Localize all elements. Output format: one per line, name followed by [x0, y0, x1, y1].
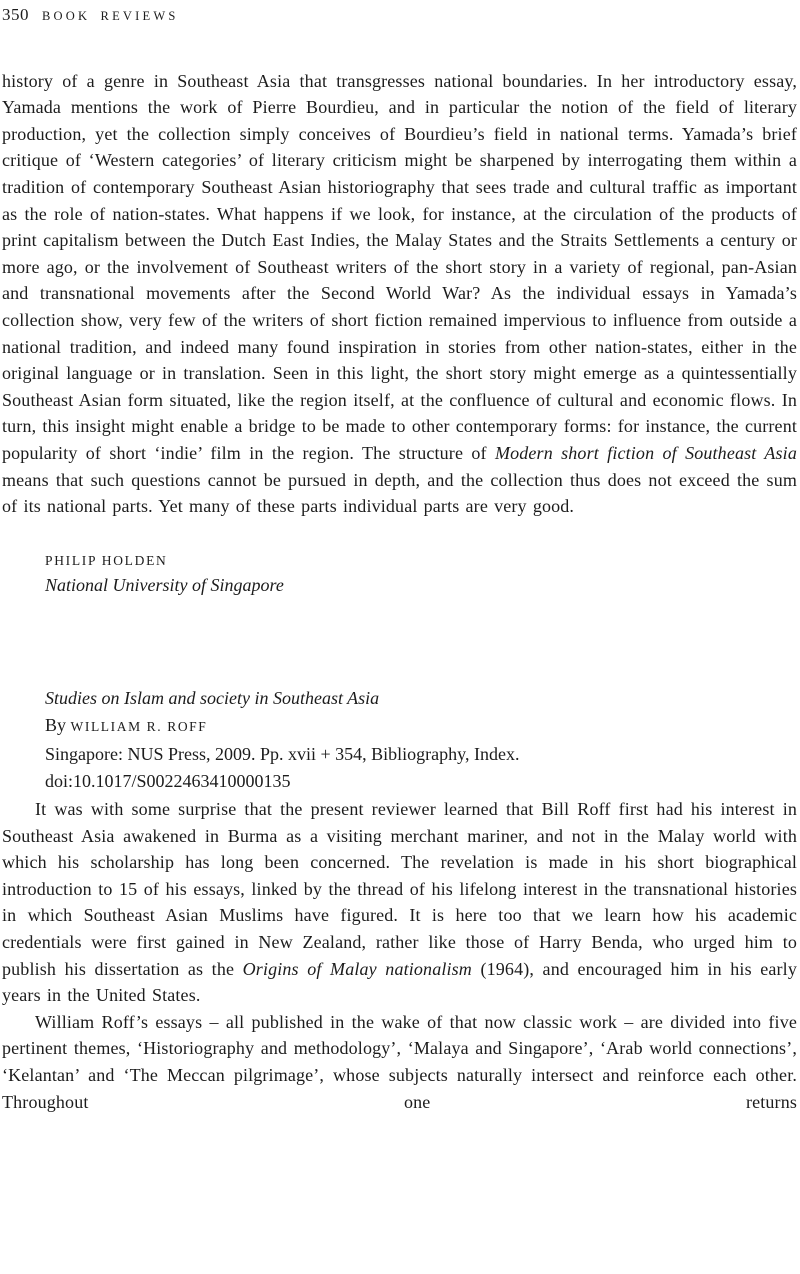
book-title-inline-italic: Origins of Malay nationalism [242, 958, 472, 979]
body-text-run: William Roff’s essays – all published in the wake of that now classic work – are divided into five pertinent themes, ‘Historiography and methodology’, ‘Malaya and Singapore’, ‘Arab world connections’, ‘Kelantan’ and ‘The Meccan pilgrimage’, whose subjects naturally intersect and reinforce each other. Throughout one returns [2, 1011, 797, 1112]
current-review-paragraph-2 [2, 1009, 797, 1115]
reviewer-signature-block [2, 550, 797, 599]
byline-prefix: By [45, 715, 71, 736]
book-author: WILLIAM R. ROFF [70, 719, 208, 735]
body-text-run: history of a genre in Southeast Asia that transgresses national boundaries. In her introductory essay, Yamada mentions the work of Pierre Bourdieu, and in particular the notion of the field of literary production, yet the collection simply conceives of Bourdieu’s field in national terms. Yamada’s brief critique of ‘Western categories’ of literary criticism might be sharpened by interrogating them within a tradition of contemporary Southeast Asian historiography that sees trade and cultural traffic as important as the role of nation-states. What happens if we look, for instance, at the circulation of the products of print capitalism between the Dutch East Indies, the Malay States and the Straits Settlements a century or more ago, or the involvement of Southeast writers of the short story in a variety of regional, pan-Asian and transnational movements after the Second World War? As the individual essays in Yamada’s collection show, very few of the writers of short fiction remained impervious to influence from outside a national tradition, and indeed many found inspiration in stories from other nation-states, either in the original language or in translation. Seen in this light, the short story might emerge as a quintessentially Southeast Asian form situated, like the region itself, at the confluence of cultural and economic flows. In turn, this insight might enable a bridge to be made to other contemporary forms: for instance, the current popularity of short ‘indie’ film in the region. The structure of [2, 70, 797, 463]
reviewer-affiliation: National University of Singapore [45, 574, 284, 595]
reviewer-name: PHILIP HOLDEN [45, 552, 168, 568]
running-head-title: BOOK REVIEWS [42, 9, 179, 23]
page-number: 350 [2, 5, 29, 24]
body-text-run: It was with some surprise that the present reviewer learned that Bill Roff first had his interest in Southeast Asia awakened in Burma as a visiting merchant mariner, and not in the Malay world with which his scholarship has long been concerned. The revelation is made in his short biographical introduction to 15 of his essays, linked by the thread of his lifelong interest in the transnational histories in which Southeast Asian Muslims have figured. It is here too that we learn how his academic credentials were first gained in New Zealand, rather like those of Harry Benda, who urged him to publish his dissertation as the [2, 799, 797, 979]
current-review-paragraph-1 [2, 796, 797, 1009]
book-heading-block [2, 685, 797, 796]
book-title: Studies on Islam and society in Southeast Asia [45, 687, 380, 708]
book-imprint: Singapore: NUS Press, 2009. Pp. xvii + 354, Bibliography, Index. [45, 743, 520, 764]
running-header [2, 2, 797, 30]
book-title-inline-italic: Modern short fiction of Southeast Asia [494, 442, 797, 463]
body-text-run: means that such questions cannot be pursued in depth, and the collection thus does not exceed the sum of its national parts. Yet many of these parts individual parts are very good. [2, 469, 797, 517]
book-byline [45, 712, 797, 741]
previous-review-body-paragraph [2, 68, 797, 520]
book-doi: doi:10.1017/S0022463410000135 [45, 771, 291, 792]
body-text-run: (1964), and encouraged him in his early years in the United States. [2, 958, 797, 1006]
